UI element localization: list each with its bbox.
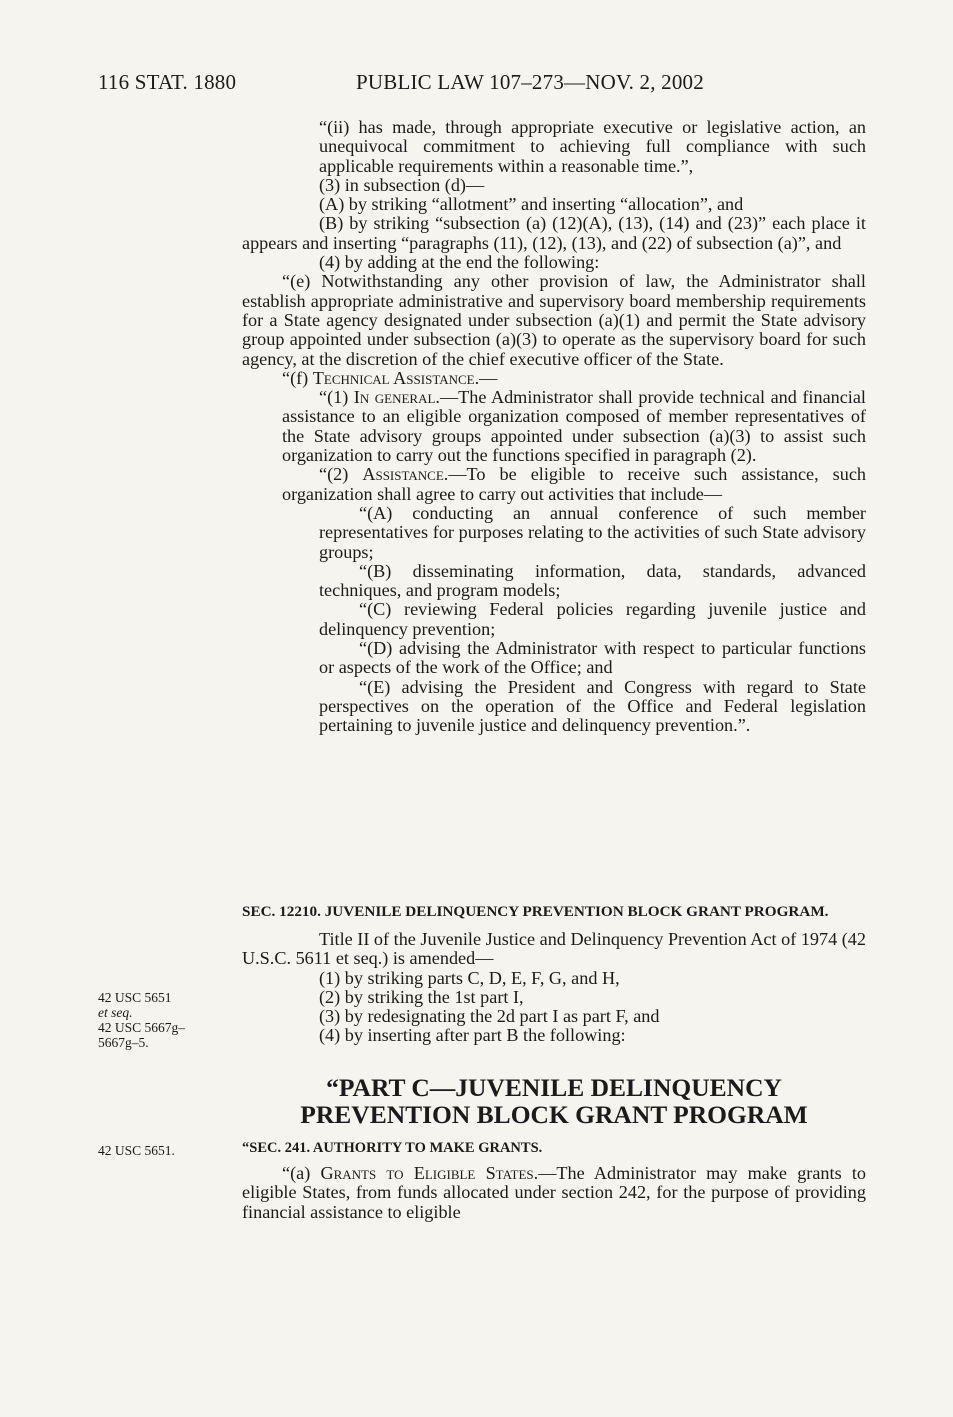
margin-note-usc-1: 42 USC 5651 et seq. 42 USC 5667g– 5667g–5.: [98, 990, 186, 1050]
item-A: “(A) conducting an annual conference of such member representatives for purposes relating to the activities of such State advisory groups;: [319, 502, 866, 562]
subpara-3A: (A) by striking “allotment” and inserting “allocation”, and: [319, 194, 744, 215]
item-C: “(C) reviewing Federal policies regarding juvenile justice and delinquency prevention;: [319, 599, 866, 639]
technical-assistance-heading: Technical Assistance: [312, 367, 475, 388]
part-title-line1: “PART C—JUVENILE DELINQUENCY: [326, 1073, 782, 1102]
part-title-line2: PREVENTION BLOCK GRANT PROGRAM: [300, 1100, 808, 1129]
clause-ii: “(ii) has made, through appropriate executive or legislative action, an unequivocal commitment to achieving full compliance with such applicable requirements within a reasonable time.”,: [319, 117, 866, 176]
item-D: “(D) advising the Administrator with respect to particular functions or aspects of the work of the Office; and: [319, 638, 866, 678]
part-c-title: [242, 1074, 866, 1128]
subsection-e: “(e) Notwithstanding any other provision of law, the Administrator shall establish appropriate administrative and supervisory board membership requirements for a State agency designated under subsection (a)(1) and permit the State advisory group appointed under subsection (a)(3) to operate as the supervisory board for such agency, at the discretion of the chief executive officer of the State.: [242, 271, 866, 369]
section-12210: [242, 902, 866, 1046]
section-241: [242, 1140, 866, 1222]
subpara-3B: (B) by striking “subsection (a) (12)(A), (13), (14) and (23)” each place it appears and inserting “paragraphs (11), (12), (13), and (22) of subsection (a)”, and: [242, 213, 866, 253]
section-intro: Title II of the Juvenile Justice and Delinquency Prevention Act of 1974 (42 U.S.C. 5611 et seq.) is amended—: [242, 929, 866, 969]
running-title: PUBLIC LAW 107–273—NOV. 2, 2002: [356, 70, 704, 94]
subsection-f1: “(1) In general.—The Administrator shall provide technical and financial assistance to an eligible organization composed of member representatives of the State advisory groups appointed under subsection (a)(3) to assist such organization to carry out the functions specified in paragraph (2).: [282, 387, 866, 466]
subsection-f-heading: “(f) Technical Assistance.—: [282, 367, 498, 388]
page-reference: 116 STAT. 1880: [98, 70, 237, 94]
para-3: (3) in subsection (d)—: [319, 174, 485, 195]
subsection-a-grants: “(a) Grants to Eligible States.—The Administrator may make grants to eligible States, from funds allocated under section 242, for the purpose of providing financial assistance to eligible: [242, 1163, 867, 1222]
assistance-heading: Assistance: [362, 464, 444, 485]
section-title: SEC. 12210. JUVENILE DELINQUENCY PREVENTION BLOCK GRANT PROGRAM.: [242, 903, 829, 920]
amend-1: (1) by striking parts C, D, E, F, G, and H,: [319, 967, 620, 988]
amend-3: (3) by redesignating the 2d part I as part F, and: [319, 1006, 660, 1027]
subsection-f2: “(2) Assistance.—To be eligible to receive such assistance, such organization shall agree to carry out activities that include—: [282, 464, 867, 504]
para-4: (4) by adding at the end the following:: [319, 252, 600, 273]
upper-text-block: [242, 118, 866, 736]
amend-4: (4) by inserting after part B the following:: [319, 1025, 626, 1046]
item-B: “(B) disseminating information, data, standards, advanced techniques, and program models;: [319, 560, 866, 601]
grants-heading: Grants to Eligible States: [320, 1163, 534, 1183]
amend-2: (2) by striking the 1st part I,: [319, 986, 524, 1007]
margin-note-usc-2: 42 USC 5651.: [98, 1143, 175, 1158]
in-general-heading: In general: [353, 387, 436, 408]
section-241-heading: “SEC. 241. AUTHORITY TO MAKE GRANTS.: [242, 1140, 543, 1156]
item-E: “(E) advising the President and Congress with regard to State perspectives on the operation of the Office and Federal legislation pertaining to juvenile justice and delinquency prevention.”.: [319, 676, 866, 736]
